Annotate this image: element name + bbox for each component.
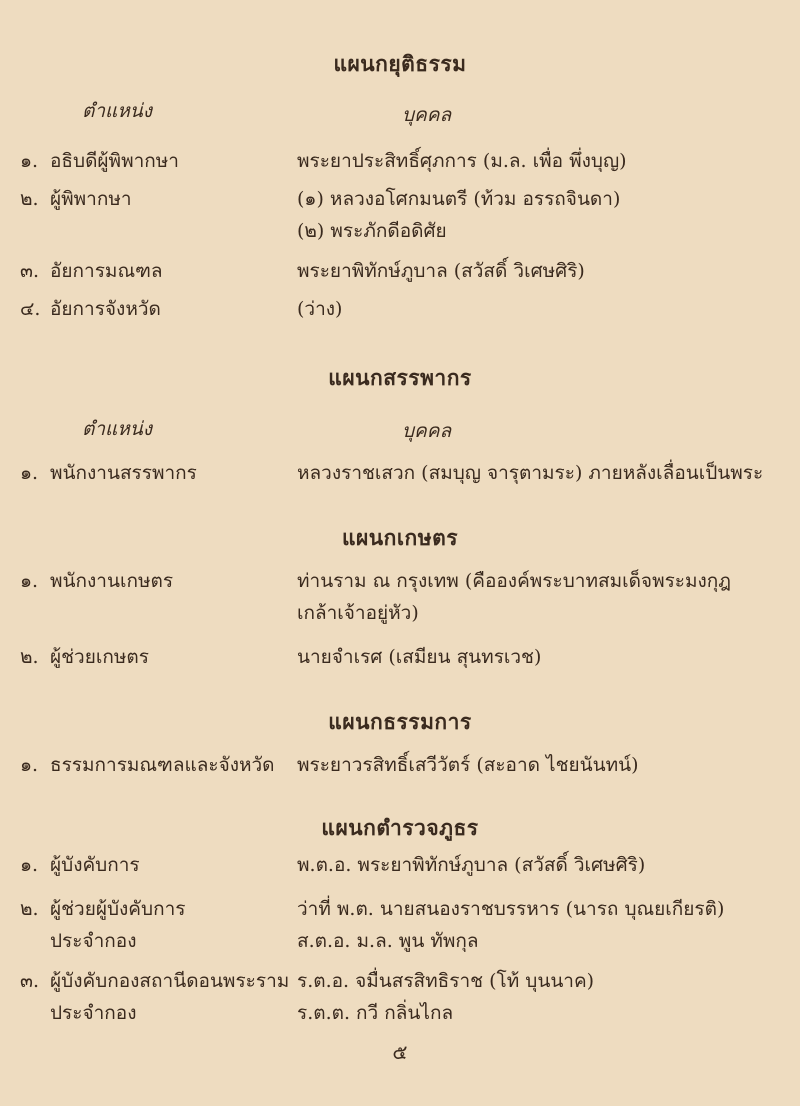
- person-name: พ.ต.อ. พระยาพิทักษ์ภูบาล (สวัสดิ์ วิเศษศิริ): [297, 854, 646, 876]
- page-number: ๕: [392, 1040, 408, 1064]
- column-header-person: บุคคล: [402, 104, 452, 126]
- section-title-police: แผนกตำรวจภูธร: [321, 815, 479, 840]
- item-number: ๓.: [20, 970, 40, 992]
- section-title-agriculture: แผนกเกษตร: [341, 525, 459, 550]
- person-name: ร.ต.ต. กวี กลิ่นไกล: [297, 1002, 454, 1024]
- person-name: ร.ต.อ. จมื่นสรสิทธิราช (โท้ บุนนาค): [297, 970, 595, 992]
- position-label: ผู้บังคับกองสถานีดอนพระราม: [50, 970, 290, 992]
- item-number: ๑.: [20, 150, 39, 172]
- person-name: ท่านราม ณ กรุงเทพ (คือองค์พระบาทสมเด็จพระมงกุฎ: [297, 570, 732, 592]
- person-name: ว่าที่ พ.ต. นายสนองราชบรรหาร (นารถ บุณยเกียรติ): [297, 898, 725, 920]
- position-label: ธรรมการมณฑลและจังหวัด: [50, 754, 275, 776]
- position-label: ผู้ช่วยผู้บังคับการ: [50, 898, 186, 920]
- section-title-education: แผนกธรรมการ: [328, 709, 472, 734]
- person-name: (ว่าง): [297, 298, 343, 320]
- item-number: ๑.: [20, 754, 39, 776]
- person-name: นายจำเรศ (เสมียน สุนทรเวช): [297, 646, 542, 668]
- section-title-justice: แผนกยุติธรรม: [333, 51, 467, 76]
- position-label: ผู้ช่วยเกษตร: [50, 646, 149, 668]
- item-number: ๓.: [20, 260, 40, 282]
- column-header-person: บุคคล: [402, 420, 452, 442]
- person-name: พระยาประสิทธิ์ศุภการ (ม.ล. เพื่อ พึ่งบุญ): [297, 150, 627, 172]
- position-label: ผู้บังคับการ: [50, 854, 140, 876]
- person-name: (๒) พระภักดีอดิศัย: [297, 220, 447, 242]
- position-label: พนักงานเกษตร: [50, 570, 174, 592]
- item-number: ๒.: [20, 898, 39, 920]
- position-label: พนักงานสรรพากร: [50, 462, 197, 484]
- position-label: ผู้พิพากษา: [50, 188, 132, 210]
- column-header-position: ตำแหน่ง: [82, 100, 153, 122]
- item-number: ๔.: [20, 298, 41, 320]
- person-name: ส.ต.อ. ม.ล. พูน ทัพกุล: [297, 930, 479, 952]
- item-number: ๑.: [20, 854, 39, 876]
- position-label: อัยการจังหวัด: [50, 298, 161, 320]
- position-label: ประจำกอง: [50, 930, 137, 952]
- section-title-revenue: แผนกสรรพากร: [328, 365, 472, 390]
- position-label: ประจำกอง: [50, 1002, 137, 1024]
- position-label: อธิบดีผู้พิพากษา: [50, 150, 179, 172]
- item-number: ๑.: [20, 570, 39, 592]
- item-number: ๑.: [20, 462, 39, 484]
- person-name: พระยาพิทักษ์ภูบาล (สวัสดิ์ วิเศษศิริ): [297, 260, 585, 282]
- person-name: (๑) หลวงอโศกมนตรี (ท้วม อรรถจินดา): [297, 188, 621, 210]
- person-name: พระยาวรสิทธิ์เสวีวัตร์ (สะอาด ไชยนันทน์): [297, 754, 639, 776]
- person-name: หลวงราชเสวก (สมบุญ จารุตามระ) ภายหลังเลื่อนเป็นพระ: [297, 462, 764, 484]
- item-number: ๒.: [20, 646, 39, 668]
- person-name: เกล้าเจ้าอยู่หัว): [297, 602, 419, 624]
- column-header-position: ตำแหน่ง: [82, 418, 153, 440]
- position-label: อัยการมณฑล: [50, 260, 163, 282]
- item-number: ๒.: [20, 188, 39, 210]
